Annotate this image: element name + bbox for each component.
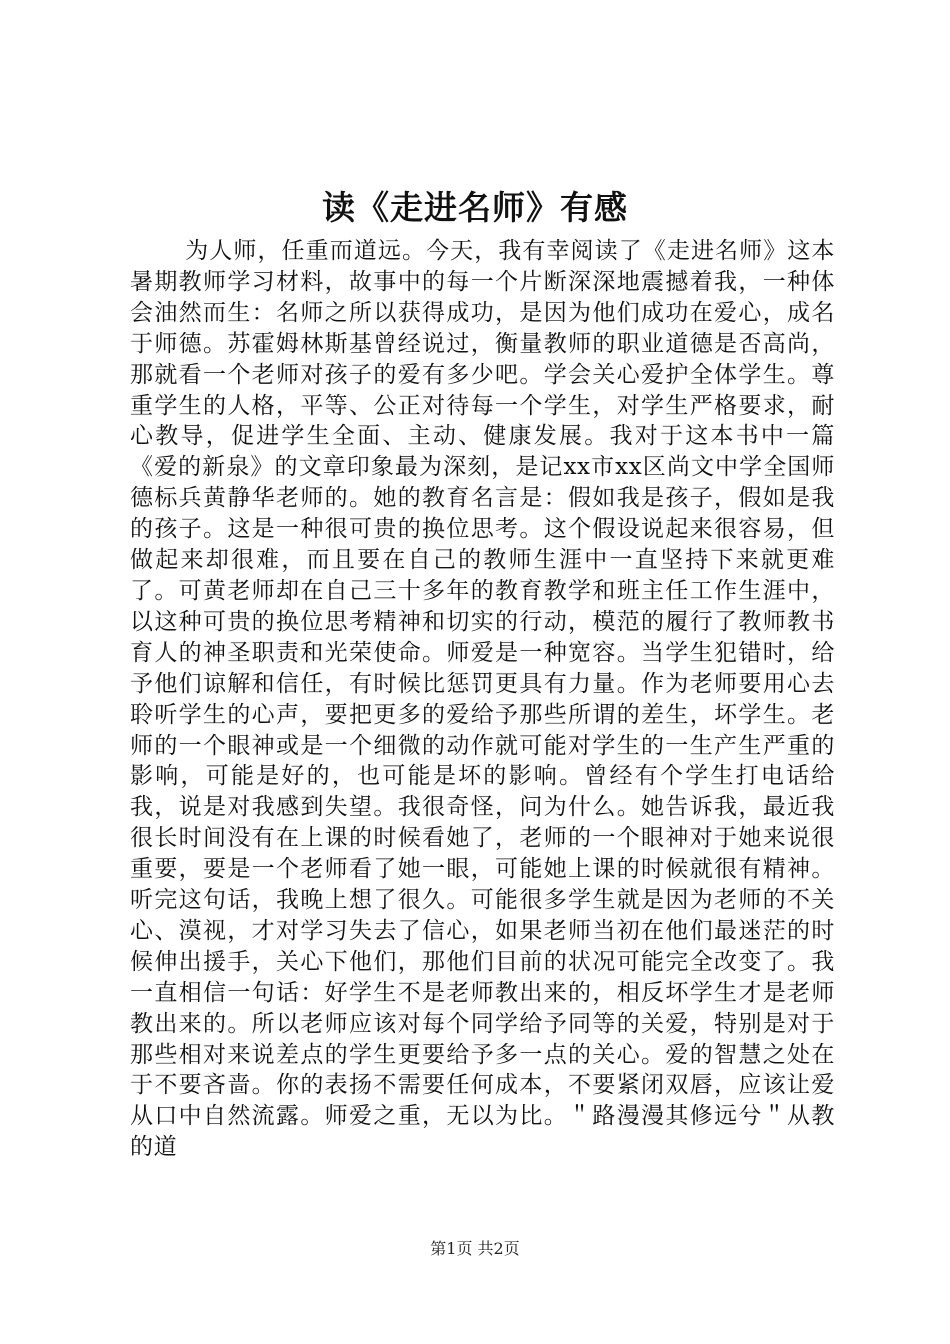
document-title: 读《走进名师》有感 [322,188,628,227]
body-paragraph: 为人师，任重而道远。今天，我有幸阅读了《走进名师》这本暑期教师学习材料，故事中的每一个片断深深地震撼着我，一种体会油然而生：名师之所以获得成功，是因为他们成功在爱心，成名于师德。苏霍姆林斯基曾经说过，衡量教师的职业道德是否高尚，那就看一个老师对孩子的爱有多少吧。学会关心爱护全体学生。尊重学生的人格，平等、公正对待每一个学生，对学生严格要求，耐心教导，促进学生全面、主动、健康发展。我对于这本书中一篇《爱的新泉》的文章印象最为深刻，是记xx市xx区尚文中学全国师德标兵黄静华老师的。她的教育名言是：假如我是孩子，假如是我的孩子。这是一种很可贵的换位思考。这个假设说起来很容易，但做起来却很难，而且要在自己的教师生涯中一直坚持下来就更难了。可黄老师却在自己三十多年的教育教学和班主任工作生涯中，以这种可贵的换位思考精神和切实的行动，模范的履行了教师教书育人的神圣职责和光荣使命。师爱是一种宽容。当学生犯错时，给予他们谅解和信任，有时候比惩罚更具有力量。作为老师要用心去聆听学生的心声，要把更多的爱给予那些所谓的差生，坏学生。老师的一个眼神或是一个细微的动作就可能对学生的一生产生严重的影响，可能是好的，也可能是坏的影响。曾经有个学生打电话给我，说是对我感到失望。我很奇怪，问为什么。她告诉我，最近我很长时间没有在上课的时候看她了，老师的一个眼神对于她来说很重要，要是一个老师看了她一眼，可能她上课的时候就很有精神。听完这句话，我晚上想了很久。可能很多学生就是因为老师的不关心、漠视，才对学习失去了信心，如果老师当初在他们最迷茫的时候伸出援手，关心下他们，那他们目前的状况可能完全改变了。我一直相信一句话：好学生不是老师教出来的，相反坏学生才是老师教出来的。所以老师应该对每个同学给予同等的关爱，特别是对于那些相对来说差点的学生更要给予多一点的关心。爱的智慧之处在于不要吝啬。你的表扬不需要任何成本，不要紧闭双唇，应该让爱从口中自然流露。师爱之重，无以为比。＂路漫漫其修远兮＂从教的道 [130,238,835,1161]
page-number: 第1页 共2页 [430,1239,520,1258]
